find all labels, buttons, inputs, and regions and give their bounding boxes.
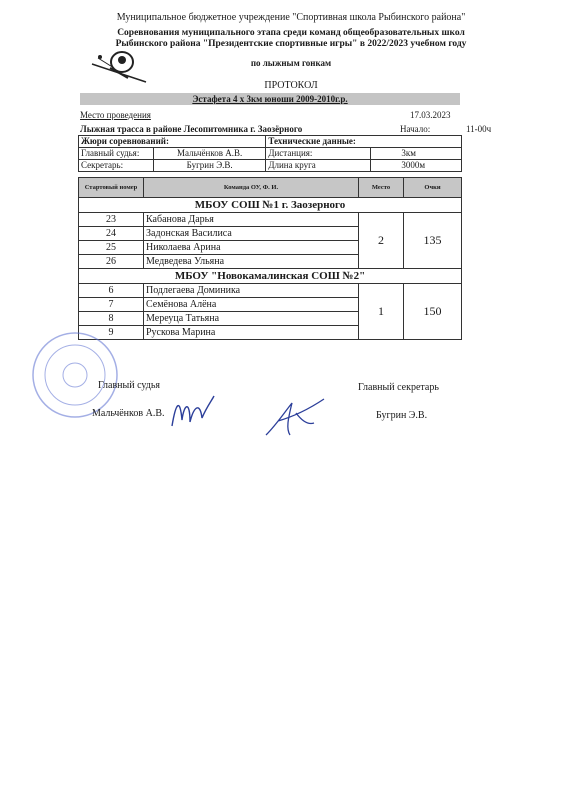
athlete-name: Задонская Василиса [144, 227, 359, 241]
jury-label: Жюри соревнований: [79, 136, 266, 148]
discipline: по лыжным гонкам [250, 58, 332, 68]
start-time: 11-00ч [466, 124, 492, 134]
athlete-name: Подлегаева Доминика [144, 284, 359, 298]
start-number: 9 [79, 326, 144, 340]
stamp-icon [30, 330, 120, 420]
col-start-num: Стартовый номер [79, 178, 144, 198]
secretary-signature-icon [262, 395, 328, 441]
lap-value: 3000м [371, 160, 462, 172]
secretary-label: Секретарь: [79, 160, 154, 172]
team-header-row [79, 269, 462, 284]
chief-judge-name: Мальчёнков А.В. [154, 148, 266, 160]
col-team: Команда ОУ, Ф. И. [144, 178, 359, 198]
team-place: 2 [359, 213, 404, 269]
event-date: 17.03.2023 [410, 110, 451, 120]
athlete-name: Медведева Ульяна [144, 255, 359, 269]
team-name: МБОУ СОШ №1 г. Заозерного [79, 198, 462, 213]
team-points: 150 [404, 284, 462, 340]
race-title: Эстафета 4 х 3км юноши 2009-2010г.р. [80, 93, 460, 105]
lap-label: Длина круга [266, 160, 371, 172]
institution-name: Муниципальное бюджетное учреждение "Спортивная школа Рыбинского района" [116, 12, 466, 23]
team-points: 135 [404, 213, 462, 269]
team-name: МБОУ "Новокамалинская СОШ №2" [79, 269, 462, 284]
start-number: 24 [79, 227, 144, 241]
results-table [78, 177, 462, 340]
competition-line-1: Соревнования муниципального этапа среди команд общеобразовательных школ [117, 28, 465, 38]
judge-signature-icon [168, 392, 218, 432]
start-number: 8 [79, 312, 144, 326]
distance-label: Дистанция: [266, 148, 371, 160]
team-header-row [79, 198, 462, 213]
chief-judge-signature-name: Мальчёнков А.В. [92, 408, 165, 419]
distance-value: 3км [371, 148, 462, 160]
athlete-name: Кабанова Дарья [144, 213, 359, 227]
table-row [79, 284, 462, 298]
tech-label: Технические данные: [266, 136, 462, 148]
venue: Лыжная трасса в районе Лесопитомника г. Заозёрного [80, 124, 303, 134]
start-number: 25 [79, 241, 144, 255]
start-number: 6 [79, 284, 144, 298]
chief-judge-label: Главный судья: [79, 148, 154, 160]
chief-secretary-title: Главный секретарь [358, 382, 439, 393]
table-row [79, 213, 462, 227]
skier-logo-icon [88, 48, 150, 84]
secretary-name: Бугрин Э.В. [154, 160, 266, 172]
chief-judge-title: Главный судья [98, 380, 161, 391]
athlete-name: Рускова Марина [144, 326, 359, 340]
chief-secretary-signature-name: Бугрин Э.В. [376, 410, 428, 421]
athlete-name: Николаева Арина [144, 241, 359, 255]
athlete-name: Мереуца Татьяна [144, 312, 359, 326]
team-place: 1 [359, 284, 404, 340]
competition-line-2: Рыбинского района "Президентские спортивные игры" в 2022/2023 учебном году [115, 39, 467, 49]
start-number: 23 [79, 213, 144, 227]
col-points: Очки [404, 178, 462, 198]
place-label: Место проведения [80, 110, 151, 120]
start-number: 26 [79, 255, 144, 269]
column-header-row [79, 178, 462, 198]
col-place: Место [359, 178, 404, 198]
officials-table [78, 135, 462, 172]
start-number: 7 [79, 298, 144, 312]
athlete-name: Семёнова Алёна [144, 298, 359, 312]
protocol-title: ПРОТОКОЛ [264, 80, 318, 91]
competition-title [0, 28, 582, 50]
start-label: Начало: [400, 124, 431, 134]
